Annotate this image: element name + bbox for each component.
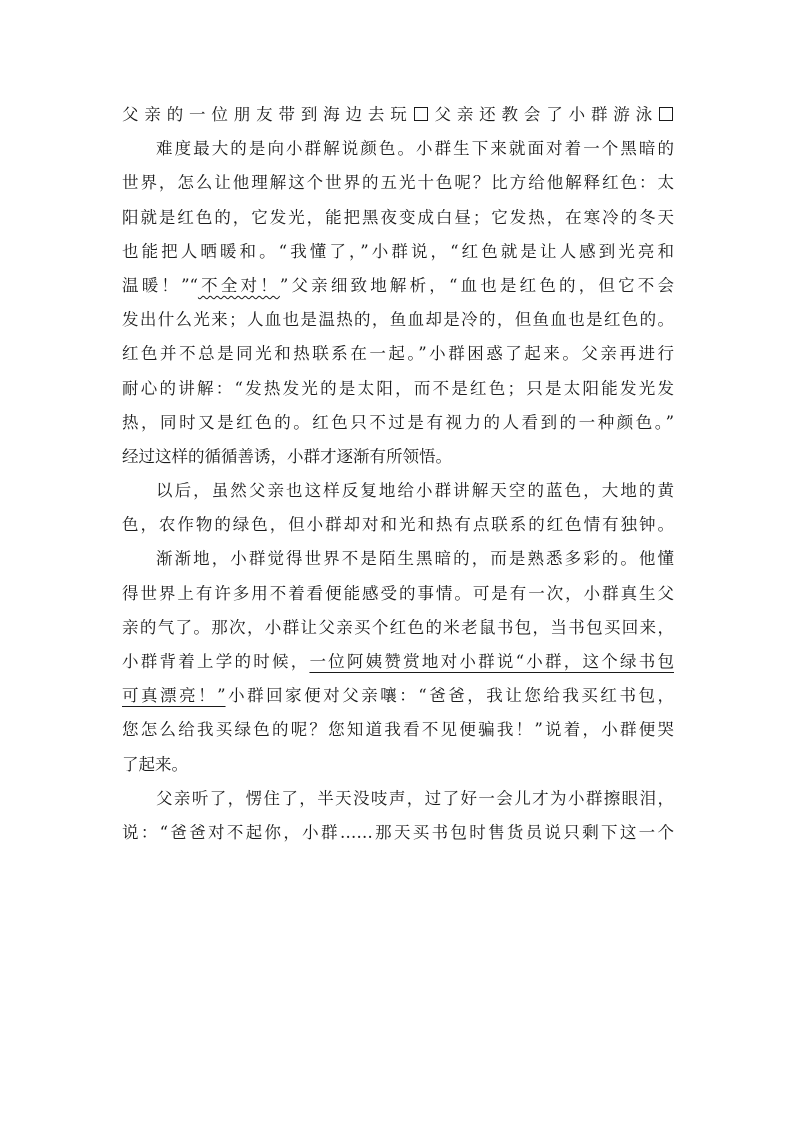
text-line: [122, 372, 674, 406]
text-line: [122, 98, 674, 132]
underlined-text: 一位阿姨赞赏地对小群说“小群，这个绿书包: [309, 652, 674, 671]
text-run: 父亲的一位朋友带到海边去玩: [122, 105, 413, 124]
text-run: 得世界上有许多用不着看便能感受的事情。可是有一次，小群真生父: [122, 583, 674, 603]
text-run: 小群背着上学的时候，: [122, 652, 310, 671]
wavy-underlined-text: 不全对！: [197, 275, 280, 295]
text-line: [122, 474, 674, 508]
text-run: 红色并不总是同光和热联系在一起。”小群困惑了起来。父亲再进行: [122, 344, 674, 364]
text-line: [122, 132, 674, 166]
text-run: 发出什么光来；人血也是温热的，鱼血却是冷的，但鱼血也是红色的。: [122, 310, 674, 330]
text-run: 渐渐地，小群觉得世界不是陌生黑暗的，而是熟悉多彩的。他懂: [156, 549, 674, 569]
text-line: [122, 337, 674, 371]
text-run: 您怎么给我买绿色的呢？您知道我看不见便骗我！”说着，小群便哭: [122, 720, 674, 740]
text-line: [122, 166, 674, 200]
text-run: ”父亲细致地解析，“血也是红色的，但它不会: [279, 275, 674, 295]
missing-glyph-box: [659, 107, 673, 121]
text-line: [122, 508, 674, 542]
text-run: 亲的气了。那次，小群让父亲买个红色的米老鼠书包，当书包买回来，: [122, 617, 674, 637]
text-run: 父亲听了，愣住了，半天没吱声，过了好一会儿才为小群擦眼泪，: [156, 788, 674, 808]
text-line: [122, 611, 674, 645]
document-body: [122, 98, 674, 850]
text-line: [122, 816, 674, 850]
text-run: 耐心的讲解：“发热发光的是太阳，而不是红色；只是太阳能发光发: [122, 378, 674, 398]
text-line: [122, 782, 674, 816]
text-line: [122, 542, 674, 576]
text-line: [122, 679, 674, 713]
text-line: [122, 201, 674, 235]
text-run: 小群回家便对父亲嚷：“爸爸，我让您给我买红书包，: [225, 686, 674, 706]
text-line: [122, 713, 674, 747]
missing-glyph-box: [414, 107, 428, 121]
text-run: 温暖！”“: [122, 275, 198, 295]
text-line: [122, 440, 674, 474]
text-run: 说：“爸爸对不起你，小群……那天买书包时售货员说只剩下这一个: [122, 822, 674, 842]
text-run: 父亲还教会了小群游泳: [428, 105, 659, 124]
text-line: [122, 577, 674, 611]
text-run: 经过这样的循循善诱，小群才逐渐有所领悟。: [122, 446, 452, 466]
text-run: 世界，怎么让他理解这个世界的五光十色呢？比方给他解释红色：太: [122, 173, 674, 193]
text-line: [122, 235, 674, 269]
text-run: 阳就是红色的，它发光，能把黑夜变成白昼；它发热，在寒冷的冬天: [122, 207, 674, 227]
text-line: [122, 303, 674, 337]
text-line: [122, 406, 674, 440]
underlined-text: 可真漂亮！”: [122, 686, 226, 706]
text-run: 热，同时又是红色的。红色只不过是有视力的人看到的一种颜色。”: [122, 412, 674, 432]
text-run: 以后，虽然父亲也这样反复地给小群讲解天空的蓝色，大地的黄: [156, 481, 674, 501]
text-line: [122, 645, 674, 679]
text-run: 了起来。: [122, 754, 188, 774]
text-run: 色，农作物的绿色，但小群却对和光和热有点联系的红色情有独钟。: [122, 515, 674, 535]
text-run: 也能把人晒暖和。“我懂了，”小群说，“红色就是让人感到光亮和: [122, 241, 674, 261]
text-line: [122, 269, 674, 303]
text-line: [122, 748, 674, 782]
text-run: 难度最大的是向小群解说颜色。小群生下来就面对着一个黑暗的: [156, 139, 674, 159]
